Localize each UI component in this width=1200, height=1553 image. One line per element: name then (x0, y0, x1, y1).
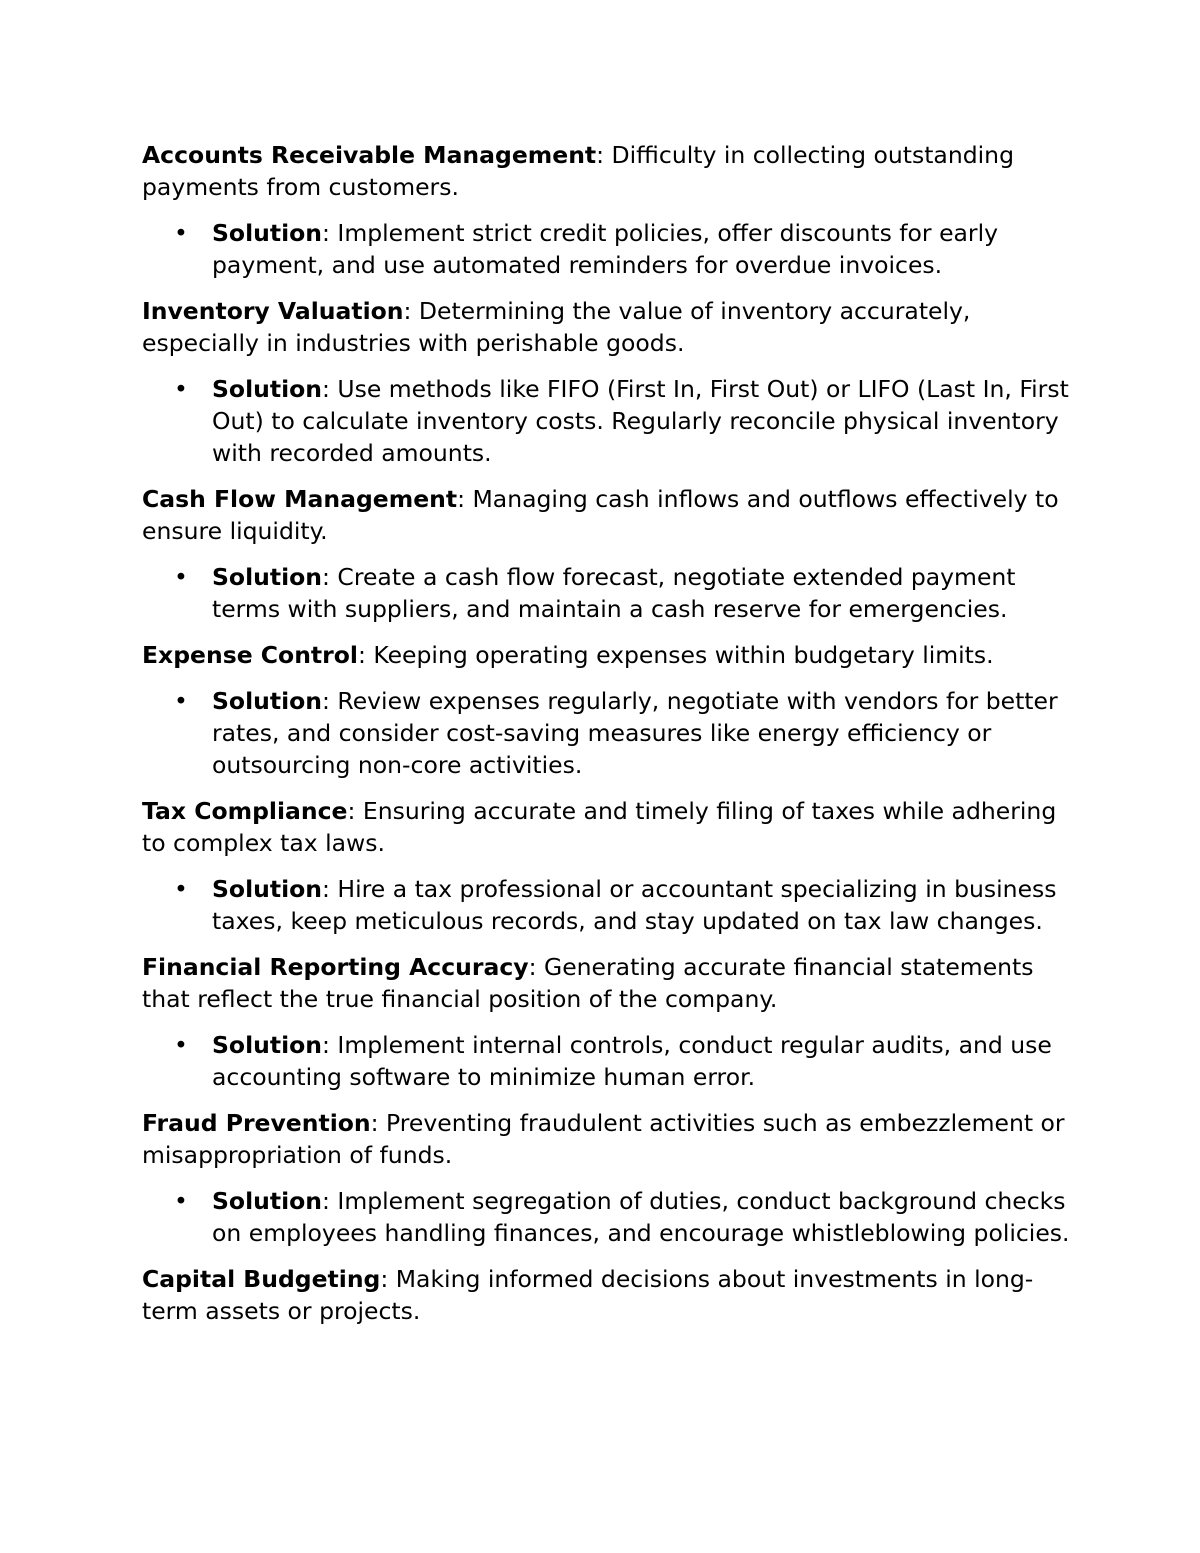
solution-list (142, 1185, 1072, 1249)
topic-description: : Preventing fraudulent activities such as embezzlement or misappropriation of funds. (142, 1109, 1065, 1169)
bullet-icon: • (174, 687, 188, 715)
topic-title: Fraud Prevention (142, 1109, 371, 1137)
topic-financial-reporting-accuracy (142, 951, 1072, 1015)
solution-label: Solution (212, 875, 323, 903)
topic-title: Financial Reporting Accuracy (142, 953, 529, 981)
solution-item (142, 1029, 1072, 1093)
solution-list (142, 373, 1072, 469)
bullet-icon: • (174, 219, 188, 247)
topic-expense-control (142, 639, 1072, 671)
topic-description: : Determining the value of inventory accurately, especially in industries with perishable goods. (142, 297, 971, 357)
solution-text: : Review expenses regularly, negotiate with vendors for better rates, and consider cost-saving measures like energy efficiency or outsourcing non-core activities. (212, 687, 1058, 779)
solution-list (142, 217, 1072, 281)
solution-text: : Implement internal controls, conduct regular audits, and use accounting software to minimize human error. (212, 1031, 1052, 1091)
topic-title: Capital Budgeting (142, 1265, 381, 1293)
solution-label: Solution (212, 1187, 323, 1215)
solution-text: : Use methods like FIFO (First In, First Out) or LIFO (Last In, First Out) to calculate inventory costs. Regularly reconcile physical inventory with recorded amounts. (212, 375, 1069, 467)
topic-capital-budgeting (142, 1263, 1072, 1327)
topic-title: Inventory Valuation (142, 297, 404, 325)
solution-list (142, 561, 1072, 625)
topic-tax-compliance (142, 795, 1072, 859)
solution-text: : Create a cash flow forecast, negotiate extended payment terms with suppliers, and maintain a cash reserve for emergencies. (212, 563, 1016, 623)
topic-description: : Managing cash inflows and outflows effectively to ensure liquidity. (142, 485, 1059, 545)
solution-text: : Hire a tax professional or accountant specializing in business taxes, keep meticulous records, and stay updated on tax law changes. (212, 875, 1057, 935)
topic-title: Expense Control (142, 641, 358, 669)
bullet-icon: • (174, 1031, 188, 1059)
solution-label: Solution (212, 563, 323, 591)
topic-description: : Keeping operating expenses within budgetary limits. (357, 641, 994, 669)
document-page (142, 139, 1072, 1341)
topic-cash-flow-management (142, 483, 1072, 547)
solution-item (142, 1185, 1072, 1249)
topic-inventory-valuation (142, 295, 1072, 359)
topic-title: Accounts Receivable Management (142, 141, 597, 169)
bullet-icon: • (174, 375, 188, 403)
topic-accounts-receivable (142, 139, 1072, 203)
solution-text: : Implement segregation of duties, conduct background checks on employees handling finances, and encourage whistleblowing policies. (212, 1187, 1070, 1247)
bullet-icon: • (174, 563, 188, 591)
solution-label: Solution (212, 219, 323, 247)
solution-label: Solution (212, 1031, 323, 1059)
bullet-icon: • (174, 875, 188, 903)
solution-item (142, 561, 1072, 625)
solution-item (142, 373, 1072, 469)
topic-fraud-prevention (142, 1107, 1072, 1171)
topic-description: : Making informed decisions about investments in long-term assets or projects. (142, 1265, 1034, 1325)
solution-item (142, 217, 1072, 281)
topic-title: Cash Flow Management (142, 485, 458, 513)
bullet-icon: • (174, 1187, 188, 1215)
topic-description: : Generating accurate financial statements that reflect the true financial position of the company. (142, 953, 1034, 1013)
topic-description: : Ensuring accurate and timely filing of taxes while adhering to complex tax laws. (142, 797, 1057, 857)
solution-text: : Implement strict credit policies, offer discounts for early payment, and use automated reminders for overdue invoices. (212, 219, 999, 279)
solution-label: Solution (212, 687, 323, 715)
solution-list (142, 685, 1072, 781)
solution-item (142, 685, 1072, 781)
solution-list (142, 873, 1072, 937)
topic-title: Tax Compliance (142, 797, 348, 825)
solution-item (142, 873, 1072, 937)
solution-label: Solution (212, 375, 323, 403)
topic-description: : Difficulty in collecting outstanding payments from customers. (142, 141, 1014, 201)
solution-list (142, 1029, 1072, 1093)
